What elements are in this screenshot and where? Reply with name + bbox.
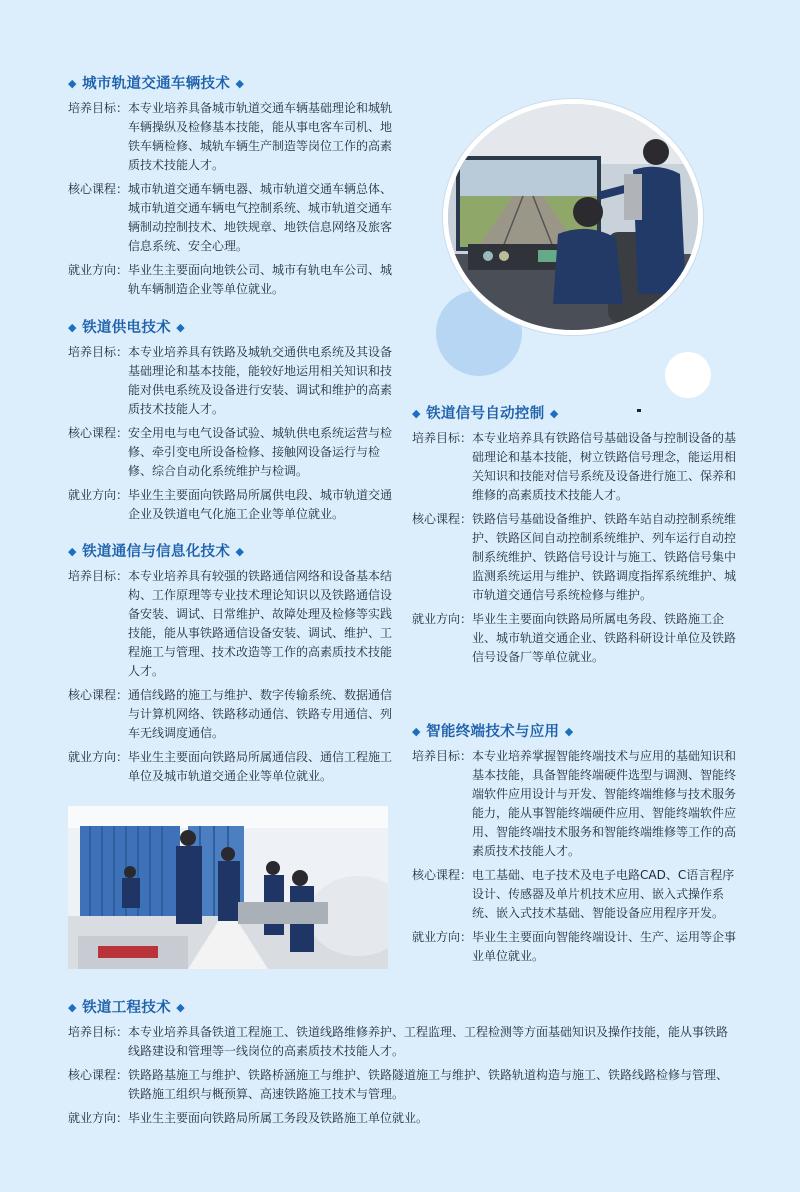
- lab-photo: [68, 806, 388, 969]
- job-label: 就业方向：: [68, 1111, 129, 1125]
- major-section: [68, 72, 398, 304]
- goal-label: 培养目标：: [68, 569, 129, 583]
- job-row: [68, 486, 398, 524]
- job-label: 就业方向：: [68, 263, 129, 277]
- goal-row: [412, 429, 737, 505]
- job-text: 毕业生主要面向铁路局所属通信段、通信工程施工单位及城市轨道交通企业等单位就业。: [128, 750, 393, 783]
- job-text: 毕业生主要面向铁路局所属工务段及铁路施工单位就业。: [128, 1111, 429, 1125]
- goal-text: 本专业培养具有铁路信号基础设备与控制设备的基础理论和基本技能，树立铁路信号理念，能运用相关知识和技能对信号系统及设备进行施工、保养和维修的高素质技术技能人才。: [472, 431, 737, 502]
- diamond-icon: ◆: [68, 1001, 77, 1014]
- major-section: [68, 996, 736, 1133]
- goal-row: [68, 1023, 736, 1061]
- goal-label: 培养目标：: [412, 749, 473, 763]
- job-label: 就业方向：: [68, 488, 129, 502]
- simulator-photo-illustration: [448, 104, 698, 330]
- course-text: 电工基础、电子技术及电子电路CAD、C语言程序设计、传感器及单片机技术应用、嵌入式操作系统、嵌入式技术基础、智能设备应用程序开发。: [472, 868, 735, 920]
- major-section: [68, 316, 398, 529]
- job-row: [68, 261, 398, 299]
- goal-row: [412, 747, 737, 861]
- diamond-icon: ◆: [68, 77, 77, 90]
- diamond-icon: ◆: [68, 321, 77, 334]
- section-title-text: 智能终端技术与应用: [426, 724, 560, 740]
- diamond-icon: ◆: [176, 321, 186, 334]
- goal-text: 本专业培养具备城市轨道交通车辆基础理论和城轨车辆操纵及检修基本技能，能从事电客车司机、地铁车辆检修、城轨车辆生产制造等岗位工作的高素质技术技能人才。: [128, 101, 393, 172]
- lab-photo-illustration: [68, 806, 388, 969]
- job-label: 就业方向：: [412, 612, 473, 626]
- diamond-icon: ◆: [412, 407, 421, 420]
- diamond-icon: ◆: [564, 725, 574, 738]
- job-row: [68, 748, 398, 786]
- simulator-photo: [443, 99, 703, 335]
- course-label: 核心课程：: [68, 182, 129, 196]
- diamond-icon: ◆: [176, 1001, 186, 1014]
- diamond-icon: ◆: [235, 77, 245, 90]
- diamond-icon: ◆: [235, 545, 245, 558]
- section-title-text: 铁道通信与信息化技术: [82, 544, 231, 560]
- section-title: [68, 996, 736, 1017]
- goal-row: [68, 99, 398, 175]
- diamond-icon: ◆: [549, 407, 559, 420]
- course-text: 铁路信号基础设备维护、铁路车站自动控制系统维护、铁路区间自动控制系统维护、列车运行自动控制系统维护、铁路信号设计与施工、铁路信号集中监测系统运用与维护、铁路调度指挥系统维护、城市轨道交通信号系统检修与维护。: [472, 512, 737, 602]
- goal-label: 培养目标：: [68, 101, 129, 115]
- goal-row: [68, 567, 398, 681]
- section-title: [412, 402, 737, 423]
- goal-text: 本专业培养具有较强的铁路通信网络和设备基本结构、工作原理等专业技术理论知识以及铁路通信设备安装、调试、日常维护、故障处理及检修等实践技能，能从事铁路通信设备安装、调试、维护、工程施工与管理、技术改造等工作的高素质技术技能人才。: [128, 569, 393, 678]
- diamond-icon: ◆: [68, 545, 77, 558]
- course-row: [412, 510, 737, 605]
- section-title-text: 城市轨道交通车辆技术: [82, 76, 231, 92]
- goal-text: 本专业培养掌握智能终端技术与应用的基础知识和基本技能，具备智能终端硬件选型与调测、智能终端软件应用设计与开发、智能终端维修与技术服务能力，能从事智能终端硬件应用、智能终端软件应用、智能终端技术服务和智能终端维修等工作的高素质技术技能人才。: [472, 749, 737, 858]
- section-title: [68, 72, 398, 93]
- job-row: [68, 1109, 736, 1128]
- job-text: 毕业生主要面向铁路局所属供电段、城市轨道交通企业及铁道电气化施工企业等单位就业。: [128, 488, 393, 521]
- course-row: [68, 1066, 736, 1104]
- course-label: 核心课程：: [412, 512, 473, 526]
- major-section: [412, 720, 737, 971]
- course-row: [412, 866, 737, 923]
- job-row: [412, 610, 737, 667]
- course-text: 安全用电与电气设备试验、城轨供电系统运营与检修、牵引变电所设备检修、接触网设备运行与检修、综合自动化系统维护与检调。: [128, 426, 393, 478]
- section-title-text: 铁道供电技术: [82, 320, 171, 336]
- goal-label: 培养目标：: [68, 1025, 129, 1039]
- job-text: 毕业生主要面向铁路局所属电务段、铁路施工企业、城市轨道交通企业、铁路科研设计单位及铁路信号设备厂等单位就业。: [472, 612, 737, 664]
- section-title: [68, 316, 398, 337]
- course-row: [68, 180, 398, 256]
- section-title-text: 铁道信号自动控制: [426, 406, 545, 422]
- course-text: 通信线路的施工与维护、数字传输系统、数据通信与计算机网络、铁路移动通信、铁路专用通信、列车无线调度通信。: [128, 688, 393, 740]
- section-title: [412, 720, 737, 741]
- goal-row: [68, 343, 398, 419]
- course-row: [68, 686, 398, 743]
- job-label: 就业方向：: [68, 750, 129, 764]
- major-section: [68, 540, 398, 791]
- course-text: 城市轨道交通车辆电器、城市轨道交通车辆总体、城市轨道交通车辆电气控制系统、城市轨道交通车辆制动控制技术、地铁规章、地铁信息网络及旅客信息系统、安全心理。: [128, 182, 393, 253]
- course-text: 铁路路基施工与维护、铁路桥涵施工与维护、铁路隧道施工与维护、铁路轨道构造与施工、铁路线路检修与管理、铁路施工组织与概预算、高速铁路施工技术与管理。: [128, 1068, 729, 1101]
- course-label: 核心课程：: [68, 426, 129, 440]
- section-title: [68, 540, 398, 561]
- goal-label: 培养目标：: [68, 345, 129, 359]
- course-row: [68, 424, 398, 481]
- goal-label: 培养目标：: [412, 431, 473, 445]
- decorative-circle: [665, 352, 711, 398]
- course-label: 核心课程：: [412, 868, 473, 882]
- course-label: 核心课程：: [68, 688, 129, 702]
- job-text: 毕业生主要面向智能终端设计、生产、运用等企事业单位就业。: [472, 930, 737, 963]
- diamond-icon: ◆: [412, 725, 421, 738]
- major-section: [412, 402, 737, 672]
- job-row: [412, 928, 737, 966]
- job-label: 就业方向：: [412, 930, 473, 944]
- job-text: 毕业生主要面向地铁公司、城市有轨电车公司、城轨车辆制造企业等单位就业。: [128, 263, 393, 296]
- goal-text: 本专业培养具有铁路及城轨交通供电系统及其设备基础理论和基本技能，能较好地运用相关知识和技能对供电系统及设备进行安装、调试和维护的高素质技术技能人才。: [128, 345, 393, 416]
- section-title-text: 铁道工程技术: [82, 1000, 171, 1016]
- goal-text: 本专业培养具备铁道工程施工、铁道线路维修养护、工程监理、工程检测等方面基础知识及操作技能，能从事铁路线路建设和管理等一线岗位的高素质技术技能人才。: [128, 1025, 729, 1058]
- course-label: 核心课程：: [68, 1068, 129, 1082]
